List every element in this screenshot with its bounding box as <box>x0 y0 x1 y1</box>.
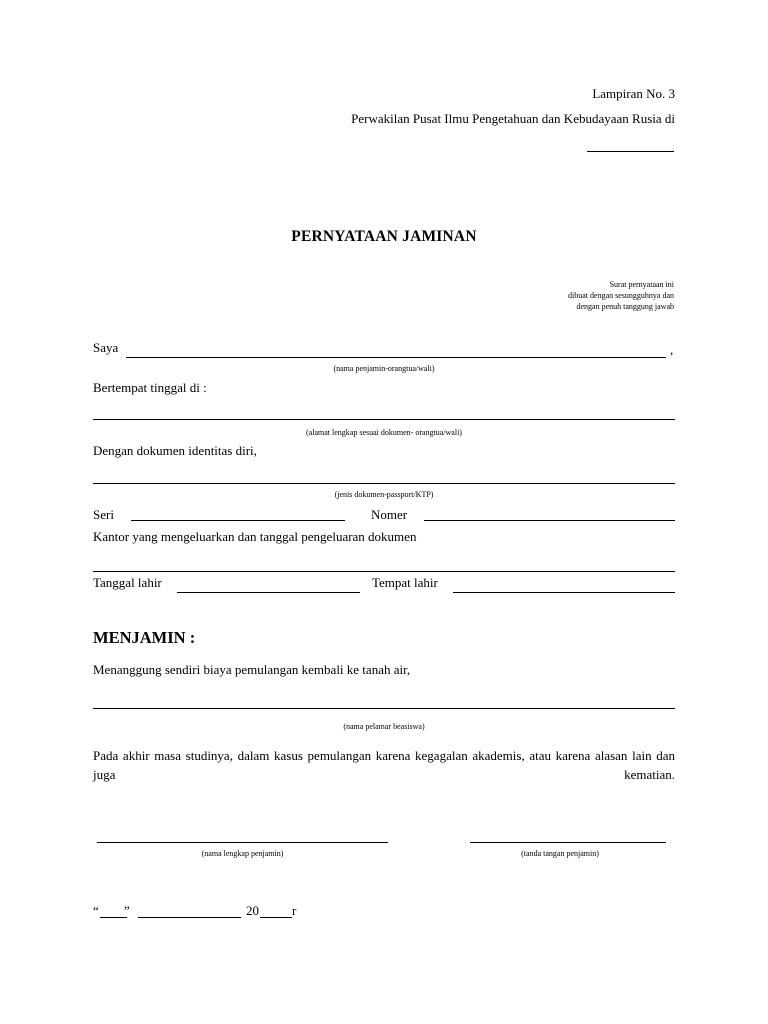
addressee-city-blank[interactable] <box>587 151 674 152</box>
note-line-3: dengan penuh tanggung jawab <box>576 302 674 311</box>
birth-date-label: Tanggal lahir <box>93 575 162 590</box>
birth-place-field[interactable] <box>453 592 675 593</box>
guarantor-signature-hint: (tanda tangan penjamin) <box>521 849 599 858</box>
guarantor-full-name-field[interactable] <box>97 842 388 843</box>
year-field[interactable] <box>260 917 292 918</box>
issuing-office-label: Kantor yang mengeluarkan dan tanggal pengeluaran dokumen <box>93 529 417 544</box>
guarantee-text: Menanggung sendiri biaya pemulangan kembali ke tanah air, <box>93 662 411 677</box>
year-suffix: r <box>292 903 297 918</box>
number-label: Nomer <box>371 507 408 522</box>
guarantor-name-field[interactable] <box>126 357 666 358</box>
applicant-name-hint: (nama pelamar beasiswa) <box>343 722 425 731</box>
day-field[interactable] <box>100 917 127 918</box>
addressee-line: Perwakilan Pusat Ilmu Pengetahuan dan Kebudayaan Rusia di <box>351 111 675 126</box>
guarantor-name-hint: (nama penjamin-orangtua/wali) <box>333 364 435 373</box>
address-field[interactable] <box>93 419 675 420</box>
guarantor-signature-field[interactable] <box>470 842 666 843</box>
attachment-number: Lampiran No. 3 <box>592 86 675 101</box>
series-label: Seri <box>93 507 114 522</box>
identity-document-field[interactable] <box>93 483 675 484</box>
document-title: PERNYATAAN JAMINAN <box>291 228 477 245</box>
series-field[interactable] <box>131 520 345 521</box>
issuing-office-field[interactable] <box>93 571 675 572</box>
date-close-quote: ” <box>124 903 130 918</box>
identity-document-hint: (jenis dokumen-passport/KTP) <box>334 490 434 499</box>
guarantor-full-name-hint: (nama lengkap penjamin) <box>201 849 284 858</box>
address-hint: (alamat lengkap sesuai dokumen- orangtua/wali) <box>306 428 462 437</box>
applicant-name-field[interactable] <box>93 708 675 709</box>
note-line-1: Surat pernyataan ini <box>609 280 674 289</box>
birth-place-label: Tempat lahir <box>372 575 438 590</box>
guarantee-heading: MENJAMIN : <box>93 628 196 647</box>
number-field[interactable] <box>424 520 675 521</box>
saya-comma: , <box>670 342 674 357</box>
birth-date-field[interactable] <box>177 592 360 593</box>
identity-document-label: Dengan dokumen identitas diri, <box>93 443 257 458</box>
address-label: Bertempat tinggal di : <box>93 380 207 395</box>
year-prefix: 20 <box>246 903 259 918</box>
month-field[interactable] <box>138 917 241 918</box>
saya-label: Saya <box>93 340 119 355</box>
guarantee-paragraph: Pada akhir masa studinya, dalam kasus pemulangan karena kegagalan akademis, atau karena alasan lain dan juga kematian. <box>93 748 675 782</box>
note-line-2: dibuat dengan sesungguhnya dan <box>568 291 674 300</box>
date-open-quote: “ <box>93 903 99 918</box>
statement-note <box>568 279 674 312</box>
